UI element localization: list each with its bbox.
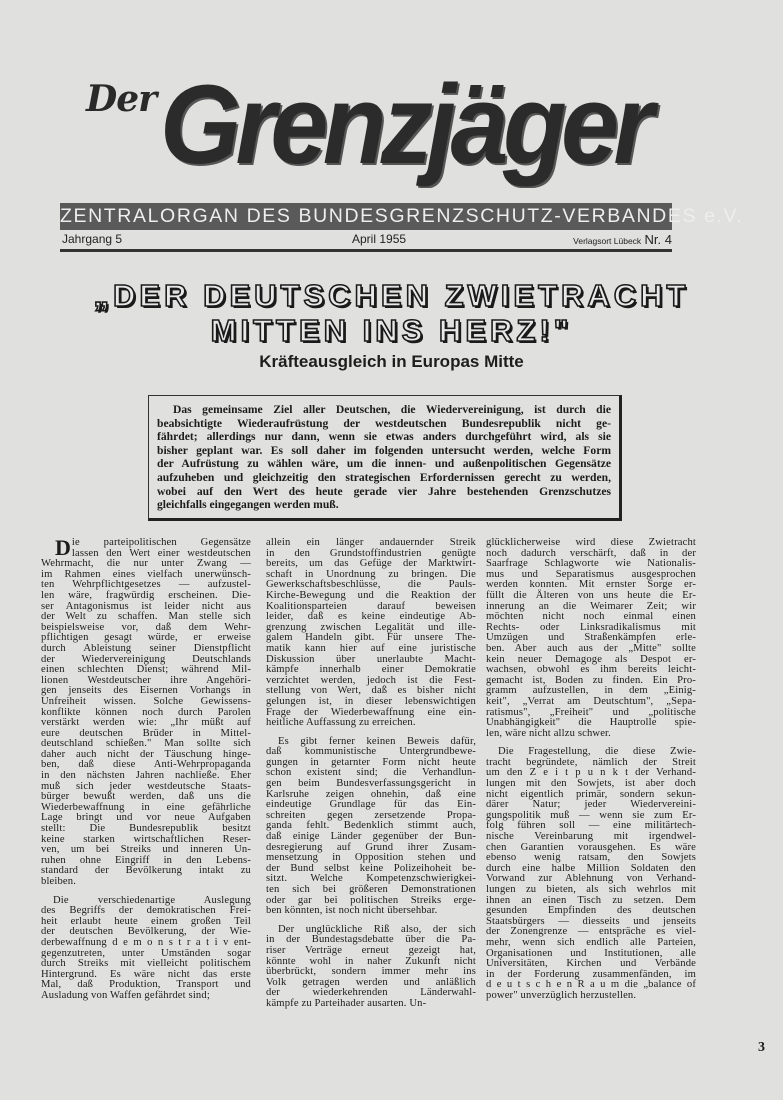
text-line: Die Fragestellung, die diese Zwie- [498,746,696,758]
text-line: konflikte können noch durch Parolen [41,706,251,718]
text-line: sitzt. Welche Kompetenzschwierigkei- [266,873,476,885]
text-line: ten sich bei größeren Demonstrationen [266,884,476,895]
issue-date: April 1955 [352,232,407,246]
lead-line: Das gemeinsame Ziel aller Deutschen, die Wiedervereinigung, ist durch die [173,403,611,416]
paragraph [266,925,476,1010]
text-line: len wäre, fragwürdig erscheinen. Die- [41,589,251,601]
text-line: folg führen soll — eine militärtech- [486,820,696,832]
text-line: eure deutschen Brüder in Mittel- [41,727,251,739]
text-line: mus und Separatismus ausgesprochen [486,568,696,580]
text-line: tracht begründete, nämlich der Streit [486,756,696,768]
text-line: Mal, daß Produktion, Transport und [41,979,251,991]
paragraph [266,737,476,917]
text-line: gen beim Bundesverfassungsgericht in [266,778,476,790]
text-line: gen jenseits des Eisernen Vorhangs in [41,685,251,697]
text-line: gegenzutreten, unter Umständen sogar [41,947,251,959]
text-line: Unfreiheit wissen. Solche Gewissens- [41,695,251,707]
text-line: ihnen an einen Tisch zu setzen. Dem [486,894,696,906]
text-line: in der Forderung zusammenfänden, im [486,968,696,980]
text-line: in den nächsten Jahren nachließe. Eher [41,770,251,782]
text-line: Wiederbewaffnung in eine gefährliche [41,801,251,813]
text-line: ten Wehrpflichtgesetzes — aufzustel- [41,579,251,591]
text-line: keine starken wirtschaftlichen Reser- [41,833,251,845]
text-line: gungspolitik muß — wenn sie zum Er- [486,809,696,821]
text-line: Unabhängigkeit" die Hauptrolle spie- [486,717,696,729]
text-line: galem Handeln gibt. Für unsere The- [266,632,476,644]
text-line: schaft in Unordnung zu bringen. Die [266,568,476,580]
text-line: daß einige Länder gegenüber der Bun- [266,831,476,843]
text-line: muß sich jeder westdeutsche Staats- [41,780,251,792]
text-line: matik kann hier auf eine juristische [266,642,476,654]
text-line: Saarfrage Schlagworte wie Nationalis- [486,558,696,570]
text-line: deutschland schießen." Man sollte sich [41,738,251,750]
text-line: in der Bundestagsdebatte über die Pa- [266,934,476,946]
issue-number: Nr. 4 [644,232,672,247]
text-line: stellung von Wert, daß es bisher nicht [266,685,476,697]
text-line: der Bund selbst keine Polizeihoheit be- [266,862,476,874]
text-line: d e u t s c h e n R a u m die „balance of [486,979,696,991]
text-line: um den Z e i t p u n k t der Verhand- [486,767,696,779]
text-line: ben. Aber auch aus der „Mitte" sollte [486,642,696,654]
text-line: Koalitionsparteien darauf beweisen [266,600,476,612]
lead-box [148,395,622,521]
text-line: derbewaffnung d e m o n s t r a t i v ent- [41,936,251,948]
text-line: Wehrmacht, die nur unter Zwang — [41,558,251,570]
text-line: ie parteipolitischen Gegensätze [71,537,251,548]
text-line: bleiben. [41,876,77,887]
text-line: schreiten gegen zersetzende Propa- [266,809,476,821]
text-line: durch Streiks mit vielleicht politischem [41,958,251,970]
text-line: ven, um bei Streiks und inneren Un- [41,844,251,856]
text-line: der deutschen Bevölkerung, der Wie- [41,926,251,938]
paragraph [486,538,696,739]
text-line: heitliche Auffassung zu erreichen. [266,717,416,729]
text-line: gramm aufzustellen, in dem „Einig- [486,685,696,697]
text-line: der Welt zu schaffen. Man stelle sich [41,611,251,623]
text-line: Universitäten, Kirchen und Verbände [486,958,696,970]
paragraph [266,538,476,729]
column-2 [266,538,476,1018]
text-line: des Begriffs der demokratischen Frei- [41,905,251,917]
text-line: der Zonengrenze — entspräche es viel- [486,926,696,938]
paragraph [41,535,251,888]
text-line: heit erlaubt heute einem großen Teil [41,915,251,927]
text-line: daher auch nicht der Täuschung hinge- [41,748,251,760]
text-line: pflichtigen gesagt würde, er erweise [41,632,251,644]
text-line: mehr, wenn sich endlich alle Parteien, [486,936,696,948]
text-line: kämpfe zu Parteihader ausarten. Un- [266,997,427,1009]
lead-line: wobei auf den Wert des heute gerade vier Jahre bestehenden Grenzschutzes [157,484,611,498]
text-line: len, wäre nicht allzu schwer. [486,727,611,739]
text-line: ratismus", „Freiheit" und „politische [486,706,696,718]
text-line: überbrückt, sondern immer mehr ins [266,966,476,978]
text-line: Hintergrund. Es wäre nicht das erste [41,968,251,980]
text-line: noch dadurch verschärft, daß in der [486,547,696,559]
text-line: lassen den Wert einer westdeutschen [71,547,251,559]
text-line: der wiederkehrenden Länderwahl- [266,987,476,999]
issue-info [573,232,672,247]
text-line: nicht eigentlich primär, sondern sekun- [486,788,696,800]
text-line: nische Vereinbarung mit irgendwel- [486,831,696,843]
text-line: kein neuer Demagoge als Despot er- [486,653,696,665]
text-line: eindeutige Grundlage für das Ein- [266,799,476,811]
text-line: bereits, um das Gefüge der Marktwirt- [266,558,476,570]
text-line: gungen in getarnter Form nicht heute [266,756,476,768]
text-line: daß kommunistische Untergrundbewe- [266,746,476,758]
text-line: Diskussion über unerlaubte Macht- [266,653,476,665]
text-line: lionen Westdeutscher ihre Angehöri- [41,674,251,686]
text-line: standard der Bevölkerung intakt zu [41,865,251,877]
subtitle: Kräfteausgleich in Europas Mitte [259,352,524,371]
text-line: ganda fehlt. Bedenklich stimmt auch, [266,820,476,832]
text-line: könnte wohl in naher Zukunft nicht [266,955,476,967]
drop-cap: D [55,535,71,560]
lead-line: beabsichtigte Wiederaufrüstung der westdeutschen Bundesrepublik nicht ge- [157,416,611,430]
text-line: Frage der Wiederbewaffnung eine ein- [266,706,476,718]
text-line: leider, daß es keine eindeutige Ab- [266,611,476,623]
text-line: keit", „Verrat am Deutschtum", „Sepa- [486,695,696,707]
text-line: oder gar bei politischen Streiks erge- [266,894,476,906]
text-line: chen Garantien vorausgehen. Es wäre [486,841,696,853]
masthead-rule [60,249,672,252]
text-line: schon existent sind; die Verhandlun- [266,767,476,779]
text-line: desregierung auf Grund ihrer Zusam- [266,841,476,853]
lead-line: fährdet; allerdings nur dann, wenn sie etwas anders durchgeführt wird, als sie [157,430,611,444]
text-line: Karlsruhe zeigen ohnehin, daß eine [266,788,476,800]
text-line: der Wiedervereinigung Deutschlands [41,653,251,665]
text-line: in den Grundstoffindustrien genügte [266,547,476,559]
text-line: lungen zu bieten, als sich wehrlos mit [486,884,696,895]
text-line: kämpfe innerhalb einer Demokratie [266,664,476,676]
paragraph [486,747,696,1001]
lead-line: bisher geplant war. Es soll daher im folgenden untersucht werden, welche Form [157,443,611,457]
text-line: Der unglückliche Riß also, der sich [278,923,476,935]
publisher-place: Verlagsort Lübeck [573,236,642,246]
text-line: gesunden Empfinden des deutschen [486,905,696,917]
text-line: durch Ableistung seiner Dienstpflicht [41,642,251,654]
text-line: werden konnten. Mit ernster Sorge er- [486,579,696,591]
volume-label: Jahrgang 5 [62,232,123,246]
masthead-der: Der [86,78,157,120]
lead-line: aufzuheben und gleichzeitig den strategischen Erfordernissen gerecht zu werden, [157,470,611,484]
text-line: Umzügen und Straßenkämpfen erle- [486,632,696,644]
text-line: verzichtet werden, jedoch ist die Fest- [266,674,476,686]
text-line: wachsen, obwohl es ihm bereits leicht- [486,664,696,676]
text-line: durch eine halbe Million Soldaten den [486,862,696,874]
text-line: grenzung zwischen Legalität und ille- [266,621,476,633]
text-line: Vorwand zur Ablehnung von Verhand- [486,873,696,885]
text-line: Die verschiedenartige Auslegung [53,894,251,906]
paragraph [41,896,251,1002]
text-line: Kirche-Bewegung und die Reaktion der [266,589,476,601]
headline-line-1: „DER DEUTSCHEN ZWIETRACHT [93,278,690,313]
text-line: lungen mit den Sowjets, ist aber doch [486,778,696,790]
text-line: ben könnten, ist noch nicht übersehbar. [266,905,438,917]
text-line: beispielsweise vor, daß dem Wehr- [41,621,251,633]
text-line: Gewerkschaftsbeschlüsse, die Pauls- [266,579,476,591]
page-number: 3 [758,1040,765,1055]
text-line: Organisationen und Institutionen, alle [486,947,696,959]
text-line: einen schlechten Dienst; während Mil- [41,664,251,676]
masthead-banner: ZENTRALORGAN DES BUNDESGRENZSCHUTZ-VERBANDES e.V. [60,203,672,230]
text-line: glücklicherweise wird diese Zwietracht [486,537,696,548]
text-line: Ausladung von Waffen gefährdet sind; [41,989,210,1001]
text-line: innerung an die Weimarer Zeit; wir [486,600,696,612]
column-1 [41,535,251,1010]
headline-line-2: MITTEN INS HERZ!" [210,313,573,348]
lead-line: der Aufrüstung zu wählen wäre, um die innen- und außenpolitischen Gegensätze [157,457,611,471]
text-line: ben, daß diese Anti-Wehrpropaganda [41,759,251,771]
text-line: im Rahmen eines vielfach unerwünsch- [41,568,251,580]
text-line: Lage bringt und vor neue Aufgaben [41,812,251,824]
text-line: Es gibt ferner keinen Beweis dafür, [278,735,476,747]
text-line: ser Antagonismus ist leider nicht aus [41,600,251,612]
text-line: stellt: Die Bundesrepublik besitzt [41,823,251,835]
text-line: därer Natur; jeder Wiedervereini- [486,799,696,811]
text-line: Staatsbürgers — diesseits und jenseits [486,915,696,927]
column-3 [486,538,696,1010]
lead-line: gleichfalls eingegangen werden muß. [157,498,339,512]
text-line: mensetzung in Opposition stehen und [266,852,476,864]
text-line: verstärkt werden wie: „Ihr müßt auf [41,717,251,729]
text-line: gelungen ist, in dieser lebenswichtigen [266,695,476,707]
text-line: ebenso wenig ratsam, den Sowjets [486,852,696,864]
text-line: Volk getragen werden und anläßlich [266,976,476,988]
text-line: füllt die Älteren von uns heute die Er- [486,589,696,601]
text-line: riser Verträge erneut gezeigt hat, [266,944,476,956]
text-line: gemacht ist, Boden zu finden. Ein Pro- [486,674,696,686]
text-line: ruhen ohne Eingriff in den Lebens- [41,854,251,866]
text-line: Rechts- oder Linksradikalismus mit [486,621,696,633]
masthead-logo-title: Grenzjäger [160,62,649,187]
text-line: power" unverzüglich herzustellen. [486,989,637,1001]
text-line: allein ein länger andauernder Streik [266,537,476,548]
text-line: bürger bewußt werden, daß uns die [41,791,251,803]
text-line: möchten nicht noch einmal einen [486,611,696,623]
